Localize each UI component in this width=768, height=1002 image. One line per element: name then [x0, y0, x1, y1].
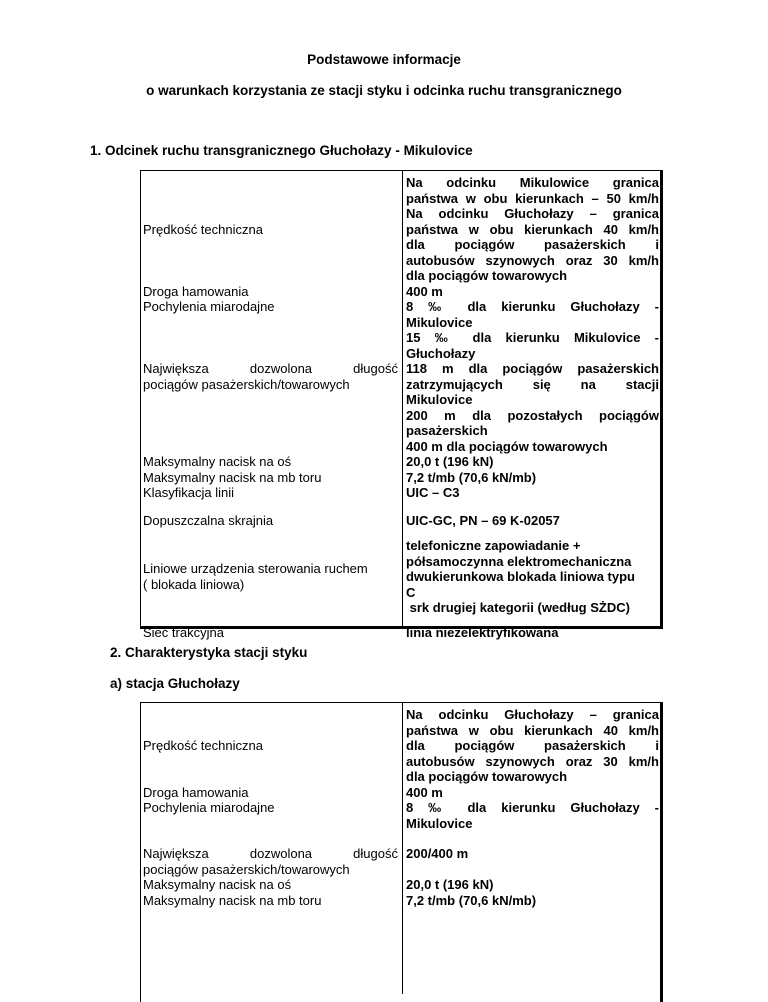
value-line: C [406, 584, 416, 600]
table-1 [140, 175, 662, 640]
table-row [140, 707, 662, 785]
row-label: Największa dozwolona długość [143, 846, 398, 861]
row-label: Największa dozwolona długość [143, 361, 398, 376]
value-line: UIC – C3 [406, 485, 460, 500]
row-label: Prędkość techniczna [143, 738, 263, 753]
row-label: pociągów pasażerskich/towarowych [143, 861, 350, 877]
row-label: Droga hamowania [143, 784, 249, 800]
table-row [140, 785, 662, 801]
value-line: 7,2 t/mb (70,6 kN/mb) [406, 469, 537, 485]
section-2a-subheading: a) stacja Głuchołazy [110, 676, 240, 691]
table-row [140, 877, 662, 893]
value-line: Na odcinku Mikulowice granica [406, 175, 659, 190]
section-2-heading: 2. Charakterystyka stacji styku [110, 645, 308, 660]
value-line: 8 ‰ dla kierunku Głuchołazy - [406, 800, 659, 815]
row-label: Klasyfikacja linii [143, 485, 235, 500]
value-line: państwa w obu kierunkach – 50 km/h [406, 190, 659, 206]
value-line: linia niezelektryfikowana [406, 624, 559, 640]
table-row [140, 846, 662, 877]
value-line: 7,2 t/mb (70,6 kN/mb) [406, 892, 537, 908]
table-row [140, 284, 662, 300]
value-line: Głuchołazy [406, 345, 476, 361]
row-label: Prędkość techniczna [143, 221, 263, 237]
row-label: Dopuszczalna skrajnia [143, 512, 274, 528]
value-line: Mikulovice [406, 815, 473, 831]
value-line: dla pociągów towarowych [406, 268, 568, 283]
row-label: ( blokada liniowa) [143, 576, 245, 592]
value-line: 15 ‰ dla kierunku Mikulovice - [406, 330, 659, 345]
row-label: pociągów pasażerskich/towarowych [143, 376, 350, 392]
row-label: Sieć trakcyjna [143, 624, 224, 640]
value-line: państwa w obu kierunkach 40 km/h [406, 722, 659, 738]
value-line: 200 m dla pozostałych pociągów [406, 407, 659, 423]
value-line: 20,0 t (196 kN) [406, 877, 494, 892]
table-row [140, 893, 662, 909]
value-line: Na odcinku Głuchołazy – granica [406, 707, 659, 722]
table-2 [140, 707, 662, 908]
value-line: 20,0 t (196 kN) [406, 454, 494, 469]
value-line: 400 m [406, 283, 443, 299]
row-label: Liniowe urządzenia sterowania ruchem [143, 561, 368, 577]
value-line: 200/400 m [406, 846, 469, 861]
value-line: 400 m dla pociągów towarowych [406, 438, 608, 454]
table-row [140, 299, 662, 361]
value-line: 118 m dla pociągów pasażerskich [406, 361, 659, 376]
row-label: Maksymalny nacisk na oś [143, 454, 292, 469]
value-line: 8 ‰ dla kierunku Głuchołazy - [406, 299, 659, 314]
value-line: autobusów szynowych oraz 30 km/h [406, 753, 659, 769]
table-row [140, 485, 662, 501]
value-line: dwukierunkowa blokada liniowa typu [406, 569, 635, 584]
table-row [140, 538, 662, 616]
row-label: Maksymalny nacisk na mb toru [143, 892, 322, 908]
value-line: Na odcinku Głuchołazy – granica [406, 206, 659, 221]
value-line: UIC-GC, PN – 69 K-02057 [406, 512, 560, 528]
row-label: Pochylenia miarodajne [143, 299, 275, 314]
value-line: pasażerskich [406, 423, 488, 438]
table-row [140, 361, 662, 454]
value-line: autobusów szynowych oraz 30 km/h [406, 252, 659, 268]
table-row [140, 470, 662, 486]
row-label: Droga hamowania [143, 283, 249, 299]
row-label: Maksymalny nacisk na oś [143, 877, 292, 892]
page-subtitle: o warunkach korzystania ze stacji styku i odcinka ruchu transgranicznego [146, 83, 622, 98]
table-row [140, 616, 662, 641]
value-line: Mikulovice [406, 392, 473, 407]
page-title: Podstawowe informacje [307, 52, 461, 67]
value-line: półsamoczynna elektromechaniczna [406, 553, 632, 569]
value-line: 400 m [406, 784, 443, 800]
value-line: państwa w obu kierunkach 40 km/h [406, 221, 659, 237]
value-line: telefoniczne zapowiadanie + [406, 538, 581, 553]
table-row [140, 800, 662, 846]
value-line: dla pociągów towarowych [406, 769, 568, 784]
value-line: dla pociągów pasażerskich i [406, 738, 659, 753]
table-row [140, 454, 662, 470]
value-line: zatrzymujących się na stacji [406, 376, 659, 392]
section-1-heading: 1. Odcinek ruchu transgranicznego Głuchołazy - Mikulovice [90, 143, 473, 158]
value-line: srk drugiej kategorii (według SŻDC) [406, 600, 630, 615]
table-row [140, 501, 662, 539]
value-line: dla pociągów pasażerskich i [406, 237, 659, 252]
value-line: Mikulovice [406, 314, 473, 330]
row-label: Pochylenia miarodajne [143, 800, 275, 815]
row-label: Maksymalny nacisk na mb toru [143, 469, 322, 485]
table-row [140, 175, 662, 284]
